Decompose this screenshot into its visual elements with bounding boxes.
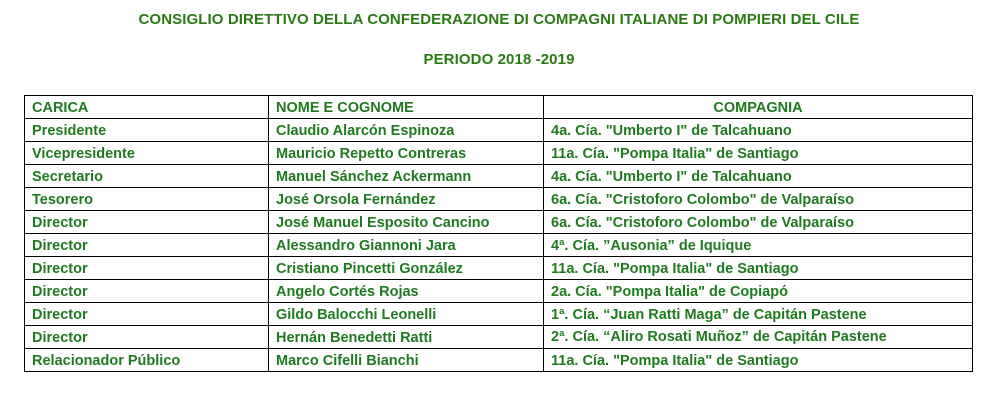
cell-compagnia: 4ª. Cía. ”Ausonia” de Iquique	[544, 234, 973, 257]
cell-compagnia: 4a. Cía. "Umberto I" de Talcahuano	[544, 119, 973, 142]
column-header-nome: NOME E COGNOME	[269, 96, 544, 119]
table-row	[25, 142, 973, 165]
table-row	[25, 349, 973, 372]
cell-carica: Director	[25, 303, 269, 326]
cell-carica: Director	[25, 326, 269, 349]
cell-carica: Director	[25, 280, 269, 303]
table-row	[25, 234, 973, 257]
cell-compagnia: 6a. Cía. "Cristoforo Colombo" de Valparaíso	[544, 188, 973, 211]
table-row	[25, 188, 973, 211]
cell-compagnia: 2a. Cía. "Pompa Italia" de Copiapó	[544, 280, 973, 303]
table-row	[25, 211, 973, 234]
column-header-compagnia: COMPAGNIA	[544, 96, 973, 119]
table-row	[25, 119, 973, 142]
cell-nome: Mauricio Repetto Contreras	[269, 142, 544, 165]
cell-nome: Gildo Balocchi Leonelli	[269, 303, 544, 326]
cell-nome: Claudio Alarcón Espinoza	[269, 119, 544, 142]
cell-carica: Tesorero	[25, 188, 269, 211]
cell-carica: Relacionador Público	[25, 349, 269, 372]
cell-nome: José Manuel Esposito Cancino	[269, 211, 544, 234]
cell-compagnia: 6a. Cía. "Cristoforo Colombo" de Valparaíso	[544, 211, 973, 234]
cell-nome: José Orsola Fernández	[269, 188, 544, 211]
cell-compagnia: 11a. Cía. "Pompa Italia" de Santiago	[544, 142, 973, 165]
table-row	[25, 280, 973, 303]
document-title: CONSIGLIO DIRETTIVO DELLA CONFEDERAZIONE DI COMPAGNI ITALIANE DI POMPIERI DEL CILE	[138, 11, 860, 28]
table-row	[25, 326, 973, 349]
cell-compagnia: 1ª. Cía. “Juan Ratti Maga” de Capitán Pastene	[544, 303, 973, 326]
council-table	[24, 95, 973, 372]
cell-nome: Alessandro Giannoni Jara	[269, 234, 544, 257]
cell-compagnia: 4a. Cía. "Umberto I" de Talcahuano	[544, 165, 973, 188]
table-row	[25, 257, 973, 280]
cell-carica: Director	[25, 257, 269, 280]
cell-compagnia: 2ª. Cía. “Aliro Rosati Muñoz” de Capitán Pastene	[544, 326, 973, 349]
cell-compagnia: 11a. Cía. "Pompa Italia" de Santiago	[544, 349, 973, 372]
cell-nome: Angelo Cortés Rojas	[269, 280, 544, 303]
cell-nome: Cristiano Pincetti González	[269, 257, 544, 280]
cell-nome: Hernán Benedetti Ratti	[269, 326, 544, 349]
column-header-carica: CARICA	[25, 96, 269, 119]
cell-carica: Presidente	[25, 119, 269, 142]
cell-compagnia: 11a. Cía. "Pompa Italia" de Santiago	[544, 257, 973, 280]
cell-carica: Director	[25, 211, 269, 234]
period-subtitle: PERIODO 2018 -2019	[423, 51, 575, 68]
cell-carica: Director	[25, 234, 269, 257]
table-row	[25, 165, 973, 188]
cell-carica: Secretario	[25, 165, 269, 188]
table-row	[25, 303, 973, 326]
cell-nome: Marco Cifelli Bianchi	[269, 349, 544, 372]
cell-carica: Vicepresidente	[25, 142, 269, 165]
table-header-row	[25, 96, 973, 119]
cell-nome: Manuel Sánchez Ackermann	[269, 165, 544, 188]
